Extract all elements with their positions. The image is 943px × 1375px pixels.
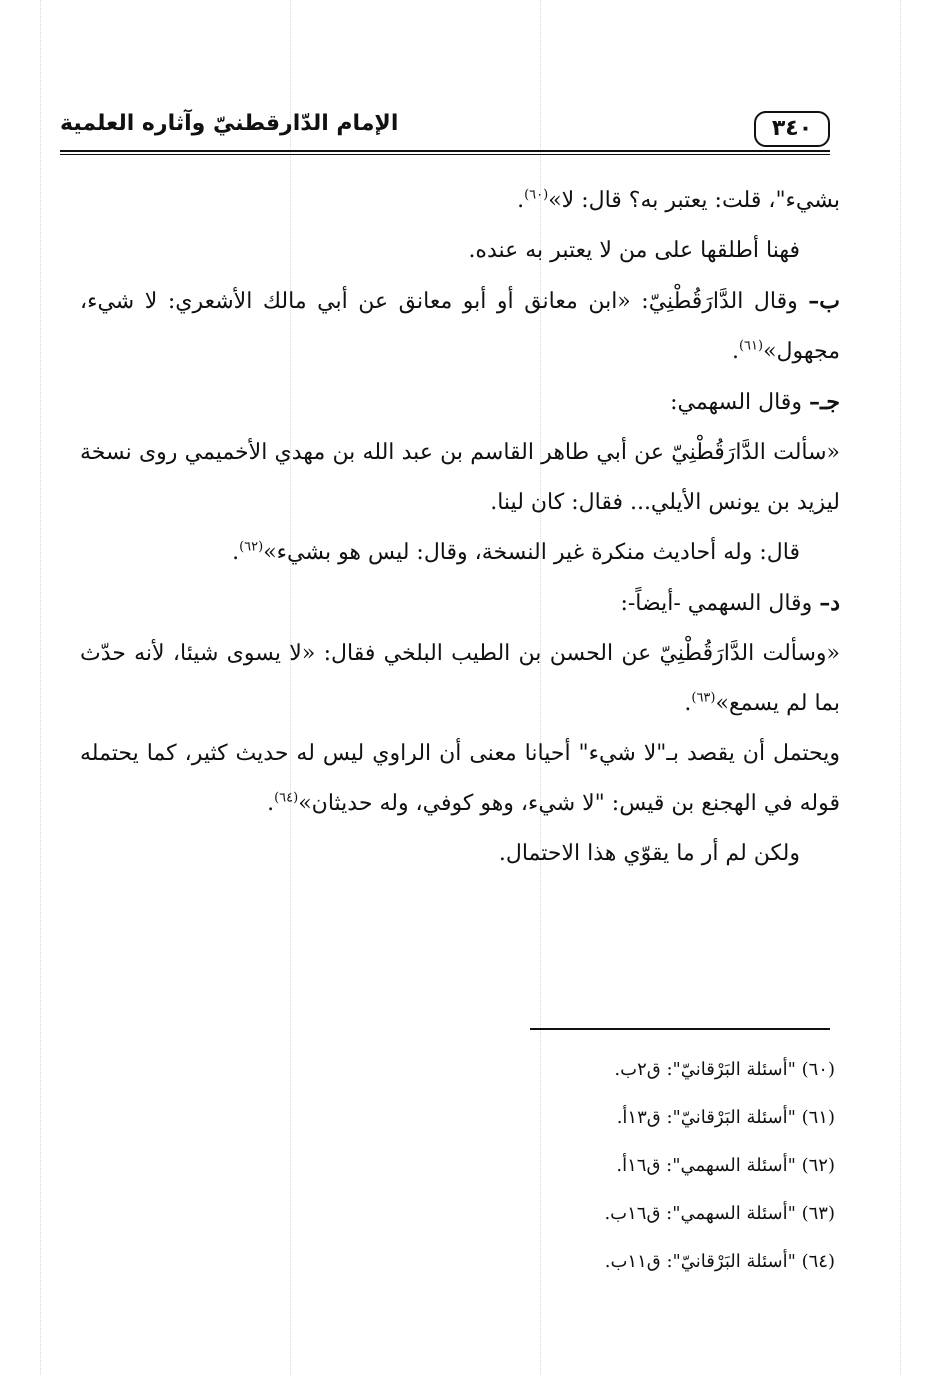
text-line: ولكن لم أر ما يقوّي هذا الاحتمال. (498, 841, 800, 866)
scan-grid-line (900, 0, 901, 1375)
footnote: (٦٤) "أسئلة البَرْقانيّ": ق١١ب. (604, 1251, 835, 1272)
section-letter: جـ– (808, 389, 840, 415)
section-letter: د– (819, 590, 840, 616)
header-rule (60, 150, 830, 152)
scan-grid-line (40, 0, 41, 1375)
text-line: ويحتمل أن يقصد بـ"لا شيء" أحيانا معنى أن الراوي ليس له حديث كثير، كما يحتمله قوله في الهجنع بن قيس: "لا شيء، وهو كوفي، وله حديثان» (80, 741, 840, 816)
page-number: ٣٤٠ (771, 116, 813, 141)
quote (80, 428, 840, 528)
footnote-ref: (٦٤) (274, 790, 299, 806)
header-rule-thin (60, 154, 830, 155)
section-text: وقال السهمي -أيضاً-: (620, 591, 820, 616)
paragraph (80, 226, 840, 276)
paragraph: بشيء"، قلت: يعتبر به؟ قال: لا»$^{(٦٠)}$. (517, 187, 840, 213)
section-text: وقال الدَّارَقُطْنِيّ: «ابن معانق أو أبو معانق عن أبي مالك الأشعري: لا شيء، مجهول» (80, 289, 840, 364)
page-number-badge (754, 111, 830, 147)
page-header (60, 105, 830, 149)
quote-text: قال: وله أحاديث منكرة غير النسخة، وقال: ليس هو بشيء» (263, 540, 800, 565)
footnote-ref: (٦٣) (691, 690, 716, 706)
book-title: الإمام الدّارقطنيّ وآثاره العلمية (60, 111, 399, 136)
section-j (80, 377, 840, 428)
section-b: ب– وقال الدَّارَقُطْنِيّ: «ابن معانق أو أبو معانق عن أبي مالك الأشعري: لا شيء، مجهول»$^{(٦١)}$. (80, 288, 840, 364)
footnote: (٦٣) "أسئلة السهمي": ق١٦ب. (604, 1203, 835, 1224)
footnote-separator (530, 1028, 830, 1030)
footnote-ref: (٦١) (738, 338, 764, 354)
text-line: بشيء"، قلت: يعتبر به؟ قال: لا» (548, 188, 840, 213)
footnote: (٦٠) "أسئلة البَرْقانيّ": ق٢ب. (614, 1059, 835, 1080)
quote: قال: وله أحاديث منكرة غير النسخة، وقال: ليس هو بشيء»$^{(٦٢)}$. (232, 539, 800, 565)
text-line: فهنا أطلقها على من لا يعتبر به عنده. (468, 238, 800, 263)
quote-text: «سألت الدَّارَقُطْنِيّ عن أبي طاهر القاسم بن عبد الله بن مهدي الأخميمي روى نسخة ليزيد بن يونس الأيلي... فقال: كان لينا. (80, 440, 840, 515)
main-text (80, 176, 840, 879)
section-text: وقال السهمي: (670, 390, 809, 415)
quote-text: «وسألت الدَّارَقُطْنِيّ عن الحسن بن الطيب البلخي فقال: «لا يسوى شيئا، لأنه حدّث بما لم يسمع» (80, 641, 840, 716)
quote: «وسألت الدَّارَقُطْنِيّ عن الحسن بن الطيب البلخي فقال: «لا يسوى شيئا، لأنه حدّث بما لم يسمع»$^{(٦٣)}$. (80, 641, 840, 716)
footnote-ref: (٦٠) (524, 187, 549, 203)
footnotes (300, 1046, 835, 1286)
footnote-ref: (٦٢) (239, 539, 264, 555)
section-letter: ب– (808, 288, 840, 314)
footnote: (٦٢) "أسئلة السهمي": ق١٦أ. (616, 1155, 835, 1176)
section-d (80, 578, 840, 629)
paragraph (80, 829, 840, 879)
paragraph: ويحتمل أن يقصد بـ"لا شيء" أحيانا معنى أن الراوي ليس له حديث كثير، كما يحتمله قوله في الهجنع بن قيس: "لا شيء، وهو كوفي، وله حديثان»$^{(٦٤)}$. (80, 741, 840, 816)
footnote: (٦١) "أسئلة البَرْقانيّ": ق١٣أ. (616, 1107, 835, 1128)
